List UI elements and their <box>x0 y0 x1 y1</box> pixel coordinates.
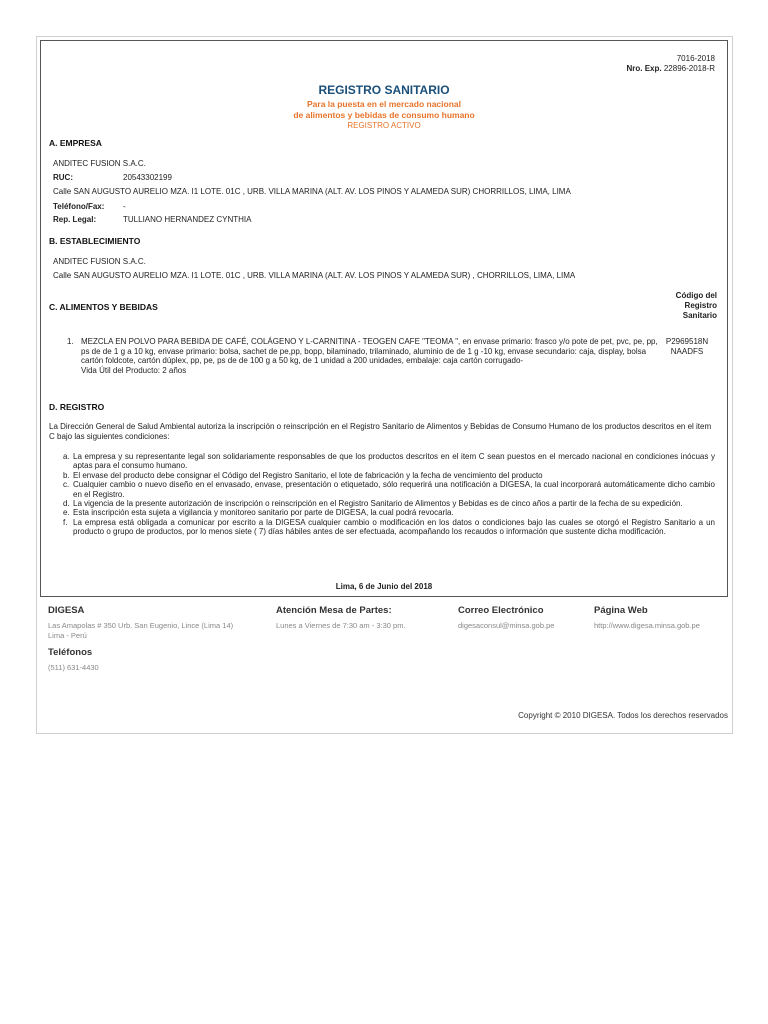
list-item-letter: f. <box>63 517 68 527</box>
expedient-info <box>626 54 715 74</box>
code-header-line-1: Código del <box>675 291 717 300</box>
empresa-ruc <box>53 173 172 183</box>
footer-web-link[interactable]: http://www.digesa.minsa.gob.pe <box>594 621 700 630</box>
certificate-number: 7016-2018 <box>676 54 715 63</box>
ruc-label: RUC: <box>53 173 73 182</box>
status-badge: REGISTRO ACTIVO <box>347 121 421 130</box>
code-header-line-3: Sanitario <box>682 311 717 320</box>
list-item-text: Cualquier cambio o nuevo diseño en el envasado, envase, presentación o etiquetado, sólo requerirá una notificación a DIGESA, la cual incorporará automáticamente dicho cambio en el Registro. <box>73 480 715 499</box>
establecimiento-name: ANDITEC FUSION S.A.C. <box>53 257 146 266</box>
list-item <box>63 471 715 480</box>
item-number: 1. <box>67 337 74 346</box>
footer-phones-heading: Teléfonos <box>48 647 93 658</box>
exp-value: 22896-2018-R <box>663 64 715 73</box>
subtitle-line-2: de alimentos y bebidas de consumo humano <box>293 110 475 120</box>
section-alimentos-heading: C. ALIMENTOS Y BEBIDAS <box>49 302 158 312</box>
ruc-value: 20543302199 <box>123 173 172 182</box>
list-item <box>63 508 715 517</box>
list-item-letter: b. <box>63 470 70 480</box>
list-item-text: El envase del producto debe consignar el Código del Registro Sanitario, el lote de fabricación y la fecha de vencimiento del producto <box>73 470 543 480</box>
list-item <box>63 452 715 471</box>
footer-digesa-heading: DIGESA <box>48 605 85 616</box>
section-registro-heading: D. REGISTRO <box>49 402 105 412</box>
rep-value: TULLIANO HERNANDEZ CYNTHIA <box>123 215 252 224</box>
product-item <box>67 337 667 375</box>
list-item-text: La vigencia de la presente autorización de inscripción o reinscripción en el Registro Sanitario de Alimentos y Bebidas es de cinco años a partir de la fecha de su expedición. <box>73 499 683 509</box>
footer-email-heading: Correo Electrónico <box>458 605 544 616</box>
code-line-2: NAADFS <box>670 347 704 356</box>
footer-mesa-heading: Atención Mesa de Partes: <box>276 605 392 616</box>
footer-web-heading: Página Web <box>594 605 648 616</box>
list-item-letter: e. <box>63 508 70 518</box>
empresa-phone <box>53 202 126 212</box>
footer-phones-value: (511) 631-4430 <box>48 663 99 672</box>
empresa-rep <box>53 215 251 225</box>
registry-code-value <box>657 337 717 357</box>
empresa-address: Calle SAN AUGUSTO AURELIO MZA. I1 LOTE. 01C , URB. VILLA MARINA (ALT. AV. LOS PINOS Y ALAMEDA SUR) CHORRILLOS, LIMA, LIMA <box>53 187 571 196</box>
phone-value: - <box>123 202 126 211</box>
list-item-letter: a. <box>63 452 70 461</box>
registry-code-header <box>657 291 717 321</box>
list-item <box>63 499 715 508</box>
copyright-text: Copyright © 2010 DIGESA. Todos los derechos reservados <box>518 711 728 720</box>
subtitle-line-1: Para la puesta en el mercado nacional <box>306 99 461 109</box>
code-line-1: P2969518N <box>665 337 709 346</box>
item-description: MEZCLA EN POLVO PARA BEBIDA DE CAFÉ, COLÁGENO Y L-CARNITINA - TEOGEN CAFE "TEOMA ", en envase primario: frasco y/o pote de pet, pvc, pe, pp, ps de de 1 g a 10 kg, envase primario: bolsa, sachet de pe,pp, bopp, bilaminado, trilaminado, aluminio de de 1 g -10 kg, envase secundario: caja, display, bolsa cartón foldcote, cartón dúplex, pp, pe, ps de de 100 g a 50 kg, de 1 unidad a 200 unidades, embalaje: caja cartón corrugado- <box>81 337 658 366</box>
establecimiento-address: Calle SAN AUGUSTO AURELIO MZA. I1 LOTE. 01C , URB. VILLA MARINA (ALT. AV. LOS PINOS Y ALAMEDA SUR) , CHORRILLOS, LIMA, LIMA <box>53 271 576 280</box>
rep-label: Rep. Legal: <box>53 215 97 224</box>
list-item-letter: d. <box>63 499 70 509</box>
item-shelf-life: Vida Útil del Producto: 2 años <box>81 365 187 375</box>
section-empresa-heading: A. EMPRESA <box>49 138 102 148</box>
page-title: REGISTRO SANITARIO <box>318 83 450 97</box>
list-item-text: La empresa está obligada a comunicar por escrito a la DIGESA cualquier cambio o modificación en los datos o condiciones bajo las cuales se otorgó el Registro Sanitario a un producto o grupo de productos, por lo menos siete ( 7) días hábiles antes de ser efectuada, acompañando los recaudos o información que sustente dicha modificación. <box>73 517 715 537</box>
list-item-letter: c. <box>63 480 70 490</box>
exp-label: Nro. Exp. <box>626 64 662 73</box>
list-item <box>63 480 715 499</box>
footer-email-link[interactable]: digesaconsul@minsa.gob.pe <box>458 621 555 630</box>
list-item-text: La empresa y su representante legal son solidariamente responsables de que los productos descritos en el item C sean puestos en el mercado nacional en condiciones inócuas y aptas para el consumo humano. <box>73 452 715 471</box>
footer-digesa-address <box>48 621 233 640</box>
certificate-box <box>40 40 728 597</box>
footer-mesa-hours: Lunes a Viernes de 7:30 am - 3:30 pm. <box>276 621 406 630</box>
registro-intro: La Dirección General de Salud Ambiental autoriza la inscripción o reinscripción en el Registro Sanitario de Alimentos y Bebidas de Consumo Humano de los productos descritos en el item C bajo las siguientes condiciones: <box>49 422 712 441</box>
address-line-2: Lima - Perú <box>48 630 87 640</box>
code-header-line-2: Registro <box>684 301 717 310</box>
list-item <box>63 518 715 537</box>
address-line-1: Las Amapolas # 350 Urb. San Eugenio, Lince (Lima 14) <box>48 621 234 630</box>
conditions-list <box>63 452 715 537</box>
empresa-name: ANDITEC FUSION S.A.C. <box>53 159 146 168</box>
issue-date: Lima, 6 de Junio del 2018 <box>335 582 433 591</box>
list-item-text: Esta inscripción esta sujeta a vigilancia y monitoreo sanitario por parte de DIGESA, la cual podrá revocarla. <box>73 508 454 518</box>
phone-label: Teléfono/Fax: <box>53 202 105 211</box>
section-establecimiento-heading: B. ESTABLECIMIENTO <box>49 236 141 246</box>
